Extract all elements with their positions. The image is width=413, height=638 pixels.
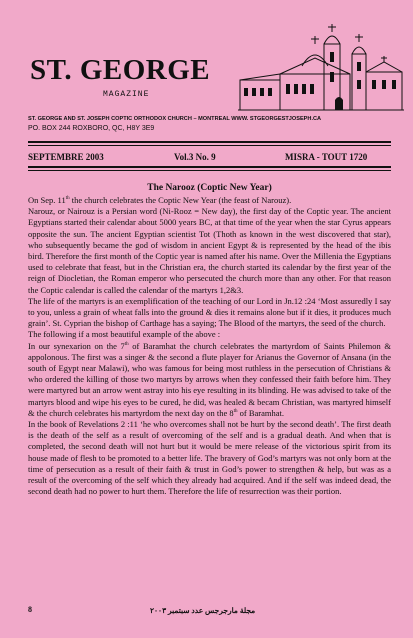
footer-arabic-caption: مجلة مارجرجس عدد سبتمبر ٢٠٠٣ — [150, 606, 256, 615]
church-name-website: ST. GEORGE AND ST. JOSEPH COPTIC ORTHODOX CHURCH – MONTREAL WWW. STGEORGESTJOSEPH.CA — [28, 116, 322, 122]
header-rule-top — [28, 141, 391, 143]
article-body — [28, 195, 391, 497]
coptic-date: MISRA - TOUT 1720 — [285, 152, 368, 162]
page-number: 8 — [28, 605, 32, 614]
paragraph-revelations: In the book of Revelations 2 :11 ‘he who overcomes shall not be hurt by the second death’. The first death is the death of the self as a result of overcoming of the self and is a gradual death. And when that is completed, the second death will not hurt but it would be mere release of the victorious spirit from its house made of flesh to be promoted to a better life. The bravery of God’s martyrs was not only born at the time of persecution as a result of their faith & trust in God’s power to strengthen & help, but was as a result of the overcoming of the self which they already had acquired. And if the self was indeed dead, the second death had no power to hurt them. Therefore the life of resurrection was their portion. — [28, 419, 391, 497]
church-illustration — [236, 22, 406, 112]
paragraph-intro: On Sep. 11th the church celebrates the Coptic New Year (the feast of Narouz). — [28, 195, 292, 205]
magazine-title: ST. GEORGE — [30, 54, 211, 86]
paragraph-martyrs: The life of the martyrs is an exemplification of the teaching of our Lord in Jn.12 :24 ‘Most assuredly I say to you, unless a grain of wheat falls into the ground & dies it remains alone but if it dies, it produces much grain’. St. Cyprian the bishop of Carthage has a saying; The Blood of the martyrs, the seed of the church. — [28, 295, 391, 329]
paragraph-narouz: Narouz, or Nairouz is a Persian word (Ni-Rooz = New day), the first day of the Coptic year. The ancient Egyptians started their calendar about 5000 years BC, at that time of the year when the star Cyrus appears opposite the sun. The ancient Egyptian scientist Tot (Thoth as known in the west discovered that star), who subsequently became the god of wisdom in ancient Egypt & is represented by the head of the ibis bird. Therefore the first month of the Coptic year is named after his name. Over the Millenia the Egyptians used to celebrate that feast, but in the Christian era, the church started its calendar by the first year of the reign of Diocletian, the Roman emperor who persecuted the church more than any other. For that reason the Coptic calendar is called the calendar of the martyrs 1,2&3. — [28, 206, 391, 295]
paragraph-example-lead: The following if a most beautiful example of the above : — [28, 329, 221, 340]
paragraph-synexarion: In our synexarion on the 7th of Baramhat the church celebrates the martyrdom of Saints Philemon & appolonous. The first was a singer & the second a flute player for Arianus the Governor of Ansana (in the south of Egypt near Malawi), who was famous for being most ruthless in the persecution of Christians & who ordered the killing of those two martyrs by arrows when they confessed their faith before him. They were martyred but an arrow went astray into his eye resulting in its blinding. He was advised to take of the martyrs blood and wipe his eyes to be cured, he did, was healed & becam Christian, was martyred himself & the church celebrates his martyrdom the next day on the 8th of Baramhat. — [28, 340, 391, 418]
header-rule-bottom — [28, 166, 391, 168]
magazine-subtitle: MAGAZINE — [103, 90, 150, 99]
header-rule-bottom-thin — [28, 170, 391, 171]
issue-volume: Vol.3 No. 9 — [174, 152, 216, 162]
issue-date: SEPTEMBRE 2003 — [28, 152, 104, 162]
article-title: The Narooz (Coptic New Year) — [147, 183, 272, 193]
header-rule-top-thin — [28, 145, 391, 146]
postal-address: PO. BOX 244 ROXBORO, QC, H8Y 3E9 — [28, 125, 155, 132]
